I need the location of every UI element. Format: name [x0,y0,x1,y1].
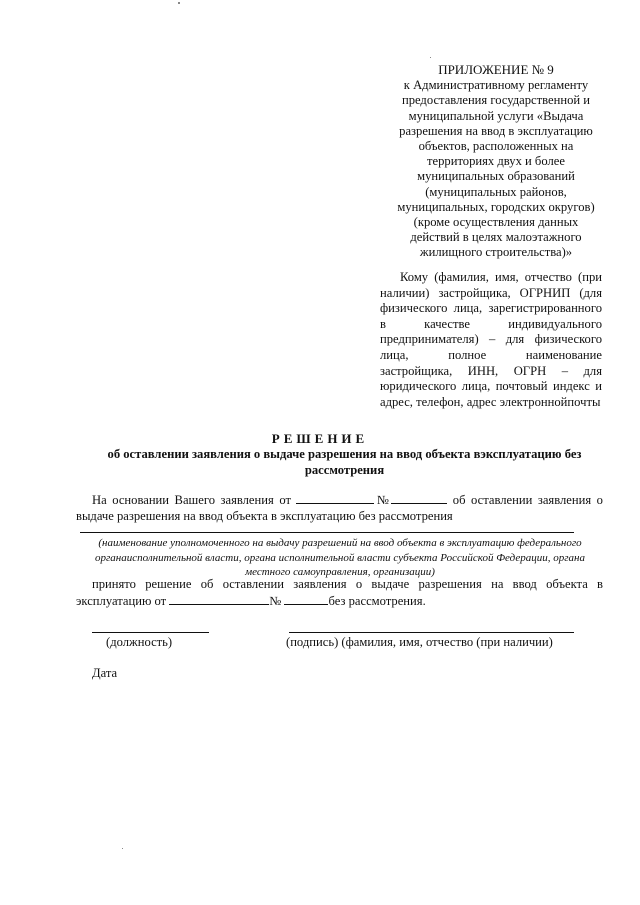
basis-paragraph [76,492,603,524]
appendix-heading: ПРИЛОЖЕНИЕ № 9 [438,62,554,77]
position-line[interactable] [92,632,209,633]
basis-start: На основании Вашего заявления от [92,493,291,507]
authority-blank-line[interactable] [80,532,574,533]
date-label: Дата [92,666,118,680]
signature-line[interactable] [289,632,574,633]
appendix-line: объектов, расположенных на [418,139,574,154]
position-label: (должность) [106,635,173,649]
scan-speck [430,57,431,58]
appendix-line: муниципальных образований [417,169,575,184]
decision-number-blank[interactable] [284,593,328,605]
basis-end: об оставлении заявления о выдаче разрешения на ввод объекта в эксплуатацию без рассмотрения [76,493,603,523]
appendix-line: жилищного строительства)» [419,245,573,260]
appendix-block [376,62,616,261]
scan-speck [178,2,180,4]
appendix-line: территориях двух и более [427,154,565,169]
appendix-line: действий в целях малоэтажного [410,230,582,245]
appendix-line: (муниципальных районов, [425,184,567,199]
authority-note: (наименование уполномоченного на выдачу разрешений на ввод объекта в эксплуатацию федерального органаисполнительной власти, органа исполнительной власти субъекта Российской Федерации, органа местного самоуправления, организации) [94,537,585,578]
decision-title: РЕШЕНИЕ [271,431,369,446]
decision-start: принято решение об оставлении заявления о выдаче разрешения на ввод объекта в эксплуатацию от [76,577,603,608]
decision-number-sign: № [269,593,282,608]
appendix-line: муниципальных, городских округов) [397,199,595,214]
date-blank[interactable] [296,492,374,504]
decision-date-blank[interactable] [169,593,269,605]
appendix-line: (кроме осуществления данных [413,215,579,230]
appendix-line: предоставления государственной и [401,93,591,108]
number-blank[interactable] [391,492,447,504]
addressee-text: Кому (фамилия, имя, отчество (при наличии) застройщика, ОГРНИП (для физического лица, зарегистрированного в качестве индивидуального предпринимателя) – для физического лица, полное наименование застройщика, ИНН, ОГРН – для юридического лица, почтовый индекс и адрес, телефон, адрес электроннойпочты [380,270,602,409]
addressee-block [380,270,602,410]
scan-speck [122,848,123,849]
appendix-line: муниципальной услуги «Выдача [408,108,584,123]
decision-paragraph [76,577,603,609]
basis-number-sign: № [374,493,392,507]
appendix-line: к Административному регламенту [403,78,589,93]
decision-end: без рассмотрения. [328,593,426,608]
signature-label: (подпись) (фамилия, имя, отчество (при наличии) [286,635,553,649]
appendix-line: разрешения на ввод в эксплуатацию [399,123,593,138]
decision-subtitle: об оставлении заявления о выдаче разрешения на ввод объекта вэксплуатацию без рассмотрения [107,447,582,477]
